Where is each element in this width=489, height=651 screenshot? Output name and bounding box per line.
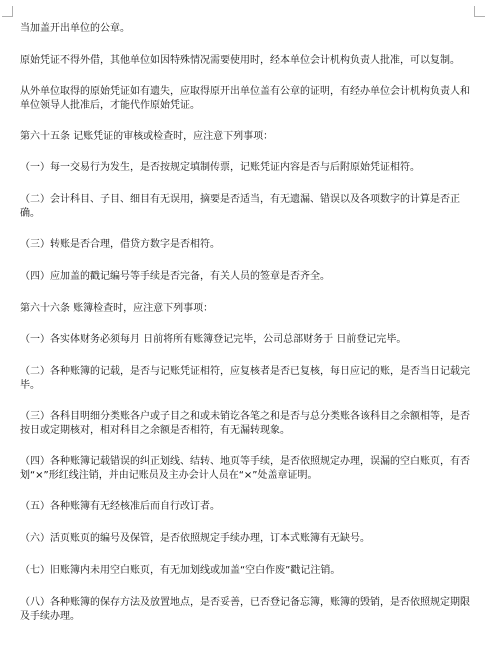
article-66-item-3: （三）各科目明细分类账各户或子目之和或未销讫各笔之和是否与总分类账各该科目之余额相等，是否按日或定期核对，相对科目之余额是否相符，有无漏转现象。	[20, 411, 470, 436]
margin-corner-mark-right	[474, 6, 485, 17]
article-66-item-8: （八）各种账簿的保存方法及放置地点，是否妥善，已否登记备忘簿，账簿的毁销，是否依照规定期限及手续办理。	[20, 597, 470, 622]
article-65-item-2: （二）会计科目、子目、细目有无误用，摘要是否适当，有无遗漏、错误以及各项数字的计算是否正确。	[20, 194, 460, 219]
article-66-item-5: （五）各种账簿有无经核准后而自行改订者。	[20, 501, 220, 512]
article-66-item-2: （二）各种账簿的记载，是否与记账凭证相符，应复核者是否已复核，每日应记的账，是否当日记载完毕。	[20, 366, 470, 391]
article-65-heading: 第六十五条 记账凭证的审核或检查时，应注意下列事项：	[20, 131, 274, 142]
document-body	[20, 22, 471, 641]
article-66-item-7: （七）旧账簿内未用空白账页，有无加划线或加盖“空白作废”戳记注销。	[20, 565, 341, 576]
paragraph-seal-note: 当加盖开出单位的公章。	[20, 23, 130, 34]
article-66-heading: 第六十六条 账簿检查时，应注意下列事项：	[20, 303, 214, 314]
paragraph-lost-voucher: 从外单位取得的原始凭证如有遗失，应取得原开出单位盖有公章的证明，有经办单位会计机构负责人和单位领导人批准后，才能代作原始凭证。	[20, 86, 470, 111]
article-66-item-4: （四）各种账簿记载错误的纠正划线、结转、地页等手续，是否依照规定办理，误漏的空白账页，有否划“×”形红线注销，并由记账员及主办会计人员在“×”处盖章证明。	[20, 456, 470, 481]
article-65-item-4: （四）应加盖的戳记编号等手续是否完备，有关人员的签章是否齐全。	[20, 271, 330, 282]
margin-corner-mark-left	[2, 6, 13, 17]
article-65-item-1: （一）每一交易行为发生，是否按规定填制传票，记账凭证内容是否与后附原始凭证相符。	[20, 162, 420, 173]
article-65-item-3: （三）转账是否合理，借贷方数字是否相符。	[20, 239, 220, 250]
article-66-item-6: （六）活页账页的编号及保管，是否依照规定手续办理，订本式账簿有无缺号。	[20, 533, 370, 544]
article-66-item-1: （一）各实体财务必须每月 日前将所有账簿登记完毕，公司总部财务于 日前登记完毕。	[20, 334, 407, 345]
paragraph-original-voucher-lending: 原始凭证不得外借，其他单位如因特殊情况需要使用时，经本单位会计机构负责人批准，可以复制。	[20, 55, 460, 66]
